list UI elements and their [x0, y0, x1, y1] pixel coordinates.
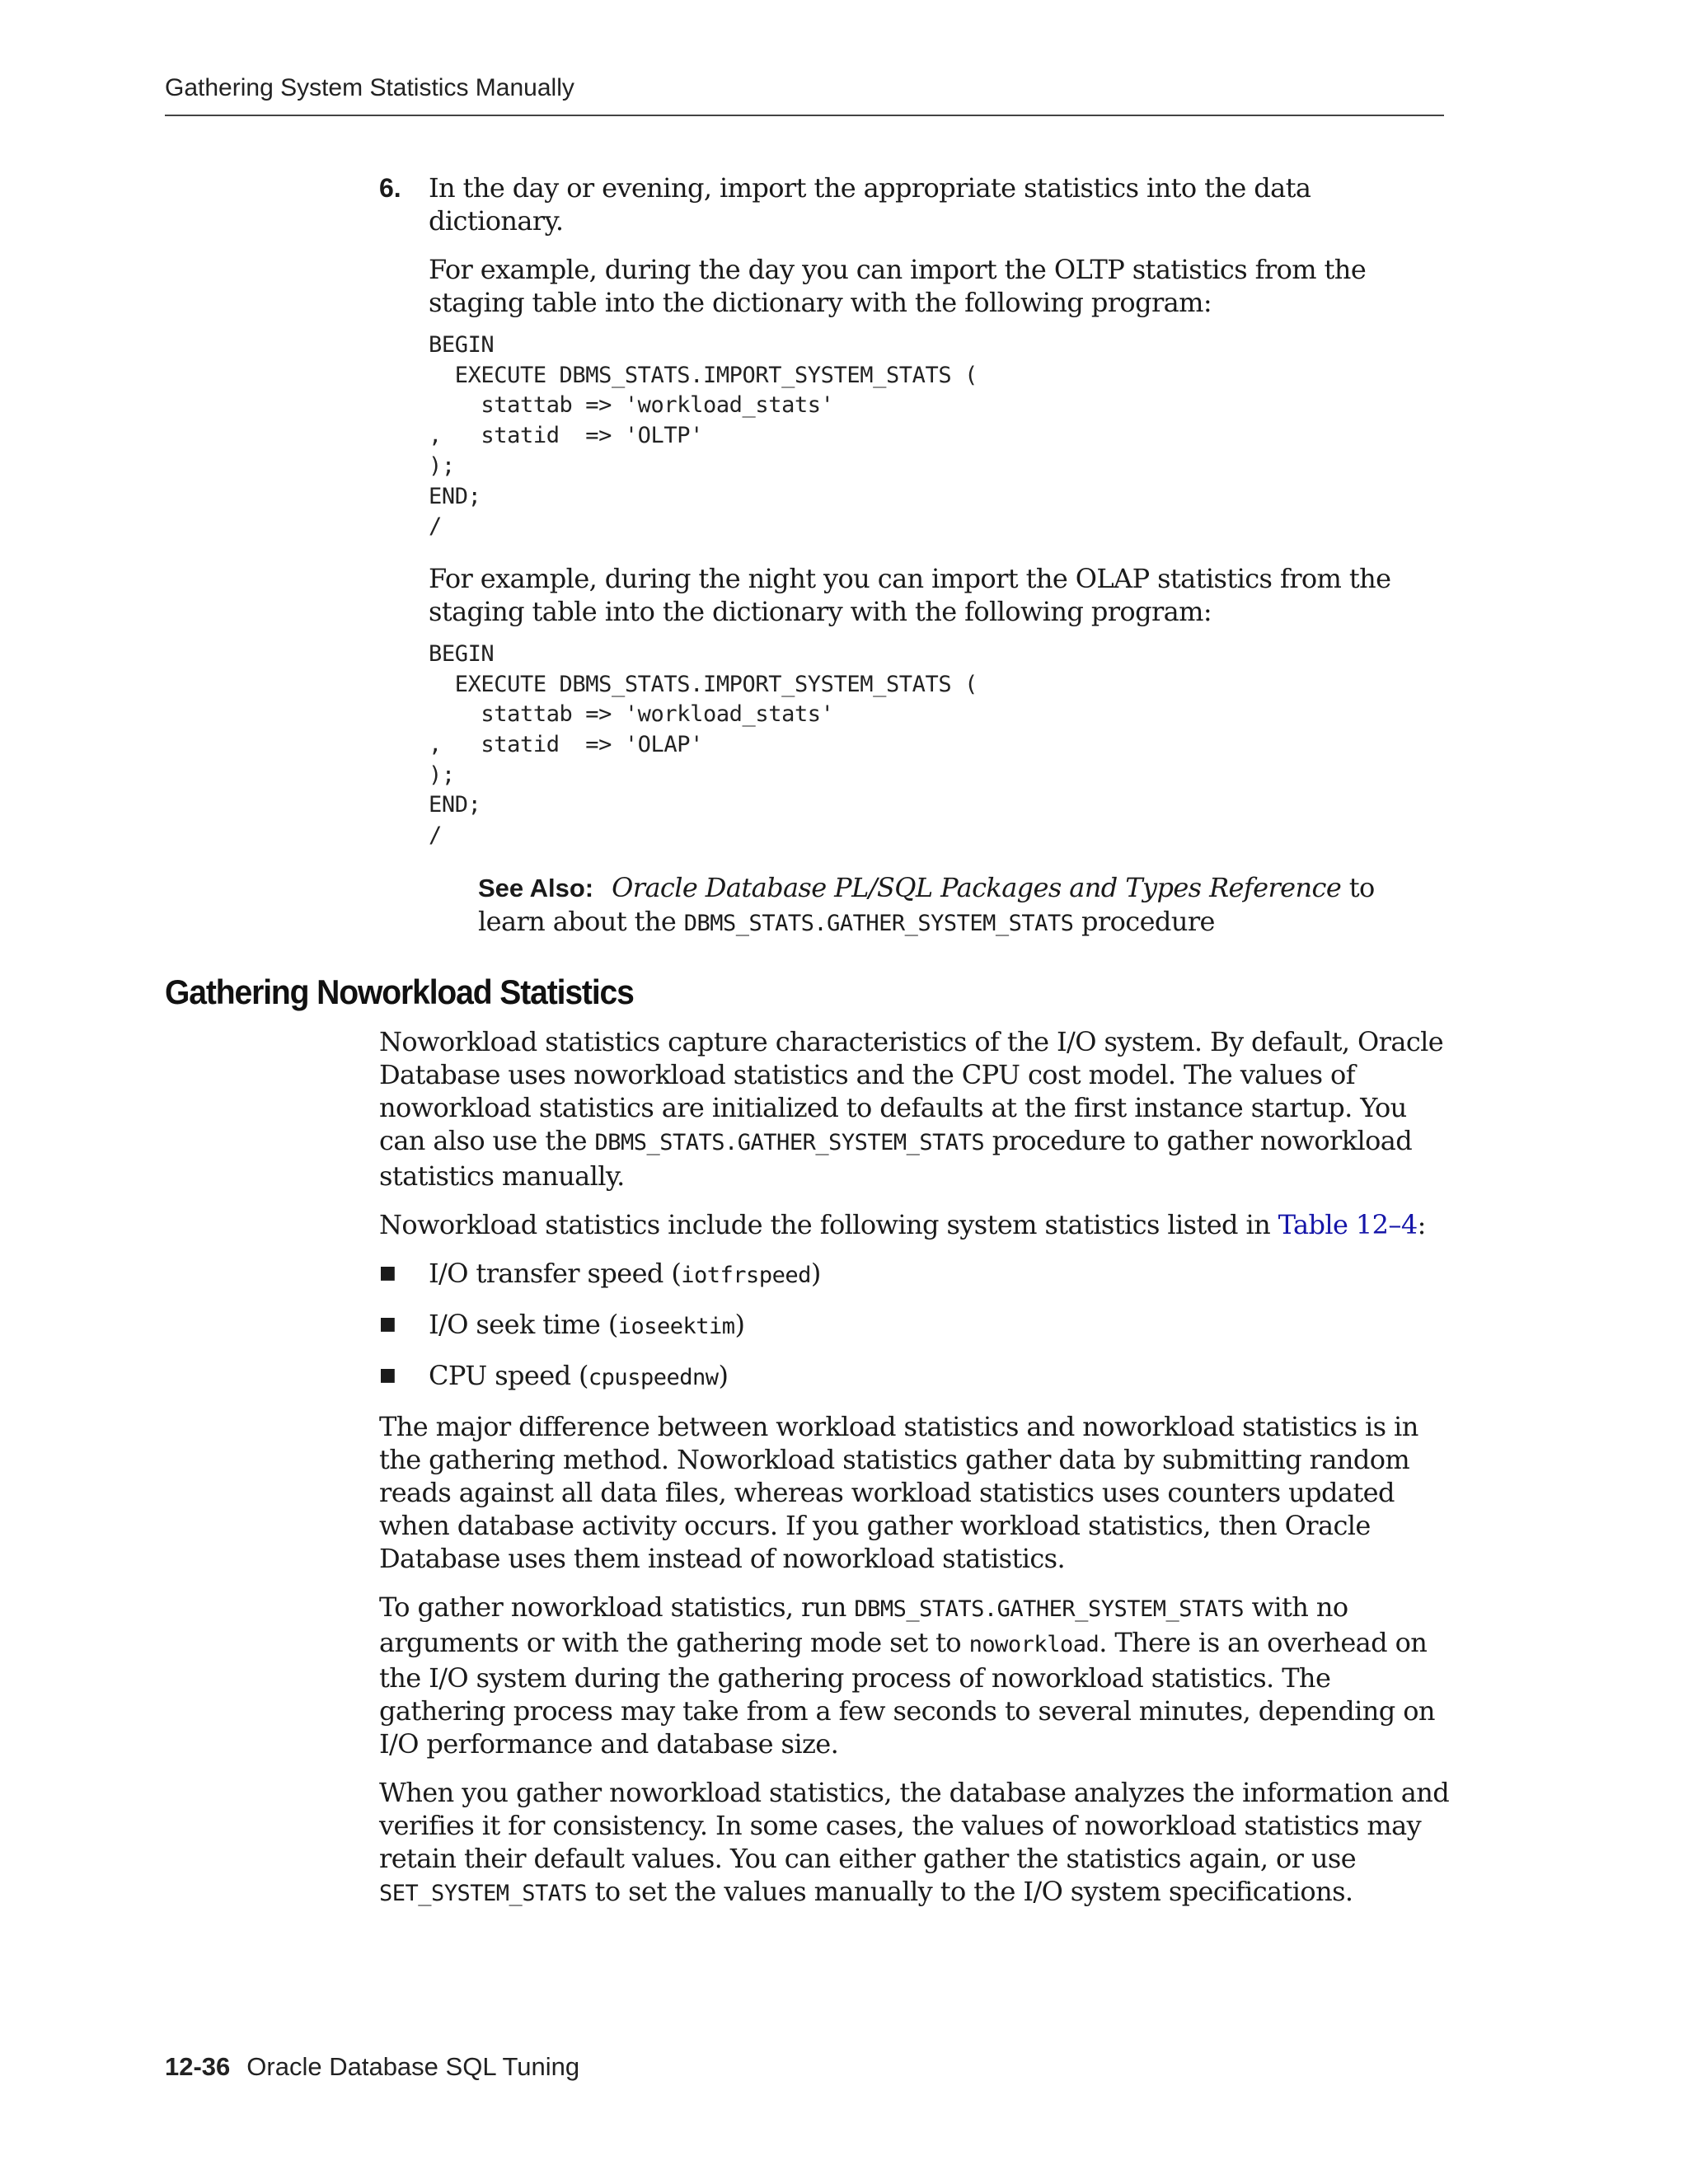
paragraph-1	[379, 1025, 1451, 1193]
p4-code-2: noworkload	[968, 1632, 1100, 1657]
bullet-icon: ■	[379, 1314, 396, 1334]
bullet-text: CPU speed (	[429, 1360, 588, 1391]
list-item	[379, 1308, 1451, 1343]
see-also-text-end: procedure	[1073, 905, 1215, 937]
section-title: Gathering Noworkload Statistics	[165, 972, 634, 1011]
bullet-end: )	[734, 1309, 745, 1340]
step-number: 6.	[379, 173, 401, 203]
bullet-end: )	[718, 1360, 729, 1391]
paragraph-4	[379, 1591, 1451, 1760]
p4-text-b: with no arguments or with the gathering mode set to	[379, 1591, 1348, 1658]
table-12-4-link[interactable]: Table 12–4	[1278, 1209, 1418, 1240]
p1-text-a: Noworkload statistics capture characteristics of the I/O system. By default, Oracle Database uses noworkload statistics and the CPU cost model. The values of noworkload statistics are initialized to defaults at the first instance startup. You can also use the	[379, 1026, 1444, 1156]
p1-text-b: procedure to gather noworkload statistics manually.	[379, 1125, 1413, 1192]
see-also-note	[478, 871, 1434, 940]
bullet-end: )	[810, 1258, 821, 1289]
section-body	[379, 1025, 1451, 1910]
see-also-text-to: to learn about the	[478, 871, 1375, 937]
running-header: Gathering System Statistics Manually	[165, 74, 574, 101]
bullet-text: I/O transfer speed (	[429, 1258, 682, 1289]
p4-code-1: DBMS_STATS.GATHER_SYSTEM_STATS	[854, 1596, 1245, 1622]
list-item	[379, 1359, 1451, 1394]
paragraph-5	[379, 1776, 1451, 1910]
step-6	[379, 171, 1451, 940]
header-rule	[165, 115, 1444, 116]
page-number: 12-36	[165, 2052, 231, 2081]
step-intro: In the day or evening, import the appropriate statistics into the data dictionary.	[429, 172, 1311, 237]
bullet-icon: ■	[379, 1263, 396, 1283]
see-also-reference: Oracle Database PL/SQL Packages and Types Reference	[612, 871, 1342, 903]
oltp-code-block: BEGIN EXECUTE DBMS_STATS.IMPORT_SYSTEM_STATS ( stattab => 'workload_stats' , statid => 'OLTP' ); END; /	[429, 332, 978, 540]
p2-text-b: :	[1417, 1209, 1426, 1240]
p4-text-c: . There is an overhead on the I/O system during the gathering process of noworkload statistics. The gathering process may take from a few seconds to several minutes, depending on I/O performance and database size.	[379, 1627, 1435, 1760]
see-also-label: See Also:	[478, 873, 594, 902]
p1-code: DBMS_STATS.GATHER_SYSTEM_STATS	[594, 1130, 985, 1155]
paragraph-3: The major difference between workload statistics and noworkload statistics is in the gathering method. Noworkload statistics gather data by submitting random reads against all data files, whereas workload statistics uses counters updated when database activity occurs. If you gather workload statistics, then Oracle Database uses them instead of noworkload statistics.	[379, 1411, 1418, 1574]
bullet-code: cpuspeednw	[588, 1365, 719, 1390]
paragraph-2	[379, 1208, 1451, 1241]
p5-text-a: When you gather noworkload statistics, the database analyzes the information and verifies it for consistency. In some cases, the values of noworkload statistics may retain their default values. You can either gather the statistics again, or use	[379, 1777, 1450, 1874]
bullet-code: iotfrspeed	[681, 1263, 811, 1288]
p2-text-a: Noworkload statistics include the following system statistics listed in	[379, 1209, 1278, 1240]
olap-code-block: BEGIN EXECUTE DBMS_STATS.IMPORT_SYSTEM_STATS ( stattab => 'workload_stats' , statid => 'OLAP' ); END; /	[429, 640, 978, 849]
book-title: Oracle Database SQL Tuning	[246, 2052, 580, 2081]
p4-text-a: To gather noworkload statistics, run	[379, 1591, 855, 1623]
see-also-code: DBMS_STATS.GATHER_SYSTEM_STATS	[683, 910, 1074, 936]
list-item	[379, 1257, 1451, 1292]
page-footer	[165, 2052, 579, 2082]
p5-code: SET_SYSTEM_STATS	[379, 1881, 588, 1906]
bullet-code: ioseektim	[617, 1314, 735, 1339]
day-example-text: For example, during the day you can import the OLTP statistics from the staging table into the dictionary with the following program:	[429, 254, 1367, 318]
p5-text-b: to set the values manually to the I/O system specifications.	[587, 1876, 1353, 1907]
bullet-icon: ■	[379, 1365, 396, 1385]
statistics-list	[379, 1257, 1451, 1394]
bullet-text: I/O seek time (	[429, 1309, 618, 1340]
night-example-text: For example, during the night you can import the OLAP statistics from the staging table into the dictionary with the following program:	[429, 562, 1391, 627]
